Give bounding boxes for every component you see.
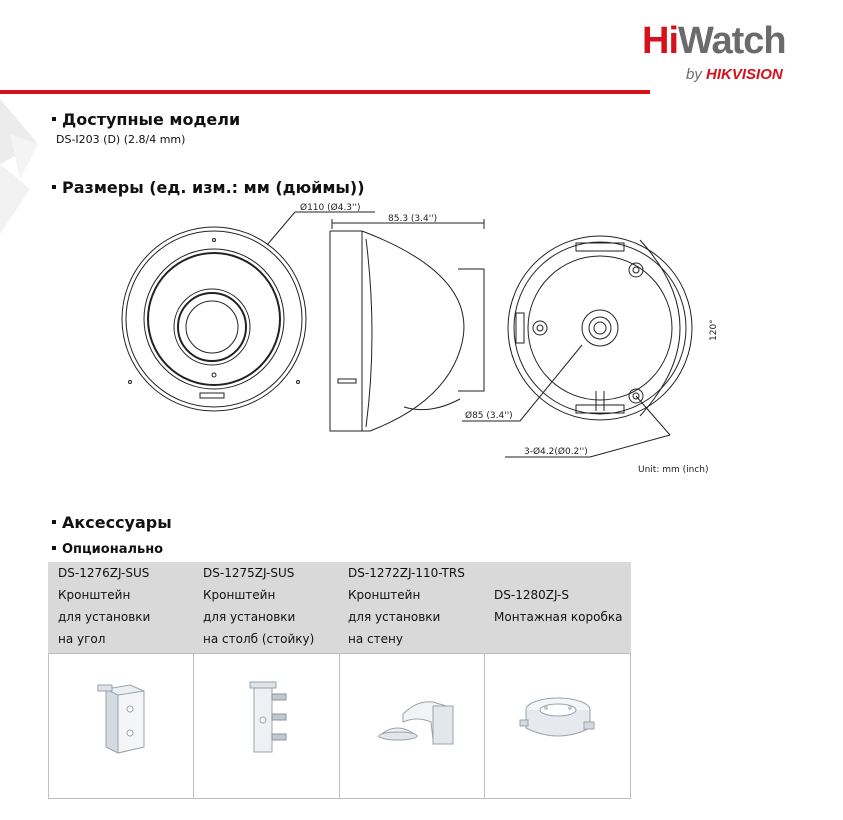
models-value: DS-I203 (D) (2.8/4 mm) — [56, 133, 186, 146]
hikvision-logo — [686, 66, 783, 83]
accessory-desc-line2: для установки — [58, 610, 151, 624]
accessory-desc-line3: на угол — [58, 632, 106, 646]
accessory-model: DS-1276ZJ-SUS — [58, 566, 150, 580]
label-holes: 3-Ø4.2(Ø0.2'') — [524, 447, 588, 457]
logo-hi: Hi — [642, 20, 678, 62]
side-view — [330, 219, 484, 431]
accessories-table — [48, 562, 631, 799]
logo-company: HIKVISION — [706, 66, 783, 83]
optional-subheading: Опционально — [52, 542, 163, 557]
column-divider — [484, 653, 485, 799]
accessory-desc-line2: для установки — [203, 610, 296, 624]
pole-bracket-image — [236, 680, 296, 760]
accessory-desc-line1: Кронштейн — [348, 588, 421, 602]
header-red-bar — [0, 90, 650, 94]
bullet-icon — [52, 520, 56, 524]
label-depth-side: 85.3 (3.4'') — [388, 214, 438, 224]
label-base-diameter: Ø85 (3.4'') — [465, 411, 513, 421]
accessory-model: DS-1275ZJ-SUS — [203, 566, 295, 580]
accessories-heading: Аксессуары — [52, 513, 172, 532]
unit-note: Unit: mm (inch) — [638, 465, 709, 475]
models-heading: Доступные модели — [52, 110, 240, 129]
accessory-desc-line3: на стену — [348, 632, 403, 646]
label-diameter-front: Ø110 (Ø4.3'') — [300, 203, 361, 213]
accessory-desc-line2: для установки — [348, 610, 441, 624]
bullet-icon — [52, 546, 56, 550]
accessory-desc-line1: Кронштейн — [203, 588, 276, 602]
logo-watch: Watch — [678, 20, 786, 62]
junction-box-image — [518, 690, 598, 750]
dimensions-heading: Размеры (ед. изм.: мм (дюймы)) — [52, 178, 365, 197]
bullet-icon — [52, 185, 56, 189]
wall-bracket-image — [373, 692, 463, 752]
corner-bracket-image — [88, 677, 158, 757]
front-view — [122, 212, 375, 411]
label-angle: 120° — [709, 319, 719, 341]
column-divider — [193, 653, 194, 799]
accessory-model: DS-1272ZJ-110-TRS — [348, 566, 465, 580]
dimension-drawing — [0, 195, 843, 485]
accessory-desc-line1: Кронштейн — [58, 588, 131, 602]
bullet-icon — [52, 117, 56, 121]
bottom-view — [462, 236, 692, 457]
accessory-desc-line3: на столб (стойку) — [203, 632, 315, 646]
hiwatch-logo — [642, 22, 786, 60]
accessory-model: DS-1280ZJ-S — [494, 588, 570, 602]
column-divider — [339, 653, 340, 799]
accessory-desc-line1: Монтажная коробка — [494, 610, 623, 624]
logo-by: by — [686, 66, 707, 83]
